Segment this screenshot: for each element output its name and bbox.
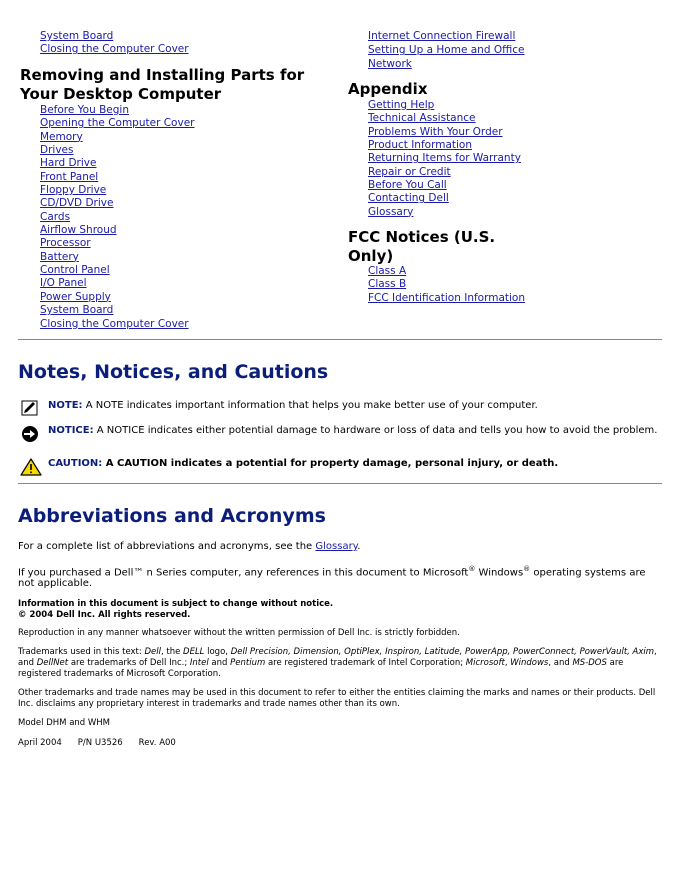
- tm-text: , and: [548, 658, 573, 668]
- tm-text: logo,: [204, 647, 231, 657]
- divider-1: [18, 339, 662, 340]
- n-series-text-c: operating systems are not applicable.: [18, 567, 646, 590]
- part-number: P/N U3526: [77, 738, 123, 748]
- registered-mark-1: ®: [468, 565, 476, 573]
- link-technical-assistance[interactable]: Technical Assistance: [368, 112, 476, 125]
- link-problems-order[interactable]: Problems With Your Order: [368, 125, 503, 138]
- appendix-link-list: [348, 99, 568, 219]
- revision: Rev. A00: [138, 738, 176, 748]
- publication-info-line: [18, 738, 660, 749]
- link-hard-drive[interactable]: Hard Drive: [40, 157, 97, 170]
- link-floppy-drive[interactable]: Floppy Drive: [40, 184, 107, 197]
- link-product-information[interactable]: Product Information: [368, 139, 472, 152]
- tm-italic: MS-DOS: [572, 658, 607, 668]
- fcc-link-list: [348, 265, 525, 305]
- note-label: NOTE:: [48, 400, 83, 411]
- publication-date: April 2004: [18, 738, 62, 748]
- other-trademarks-paragraph: Other trademarks and trade names may be used in this document to refer to either the entities claiming the marks and names or their products. Dell Inc. disclaims any proprietary interest in trademarks and trade names other than its own.: [18, 688, 656, 709]
- tm-text: , the: [160, 647, 184, 657]
- note-pencil-icon: [20, 400, 40, 418]
- link-contacting-dell[interactable]: Contacting Dell: [368, 192, 449, 205]
- n-series-text-b: Windows: [475, 567, 524, 579]
- tm-italic: DELL: [183, 647, 205, 657]
- model-line: Model DHM and WHM: [18, 718, 111, 728]
- link-glossary[interactable]: Glossary: [368, 205, 414, 218]
- tm-italic: Intel: [189, 658, 209, 668]
- notice-text-block: [48, 425, 660, 436]
- tm-text: are trademarks of Dell Inc.;: [68, 658, 190, 668]
- link-memory[interactable]: Memory: [40, 130, 83, 143]
- reproduction-paragraph: Reproduction in any manner whatsoever without the written permission of Dell Inc. is strictly forbidden.: [18, 628, 460, 638]
- link-class-b[interactable]: Class B: [368, 278, 407, 291]
- link-class-a[interactable]: Class A: [368, 265, 407, 277]
- link-closing-cover[interactable]: Closing the Computer Cover: [40, 43, 189, 56]
- tm-italic: DellNet: [36, 658, 69, 668]
- right-top-link-list: [348, 30, 568, 71]
- link-cards[interactable]: Cards: [40, 210, 71, 223]
- tm-italic: Dell Precision, Dimension, OptiPlex, Inspiron, Latitude, PowerApp, PowerConnect, PowerVault, Axim: [230, 647, 655, 657]
- tm-italic: Windows: [510, 658, 549, 668]
- tm-text: Trademarks used in this text:: [18, 647, 145, 657]
- caution-warning-icon: [20, 458, 40, 476]
- glossary-ref-period: .: [357, 541, 361, 552]
- caution-text: A CAUTION indicates a potential for property damage, personal injury, or death.: [105, 458, 559, 469]
- notice-arrow-icon: [20, 425, 40, 443]
- link-battery[interactable]: Battery: [40, 250, 79, 263]
- copyright-line: © 2004 Dell Inc. All rights reserved.: [18, 610, 191, 620]
- tm-text: are registered trademark of Intel Corporation;: [265, 658, 466, 668]
- link-returning-items[interactable]: Returning Items for Warranty Repair or Credit: [368, 152, 521, 178]
- tm-italic: Microsoft: [465, 658, 505, 668]
- section-title-appendix: Appendix: [348, 80, 428, 98]
- heading-abbreviations-acronyms: Abbreviations and Acronyms: [18, 505, 326, 527]
- link-power-supply[interactable]: Power Supply: [40, 290, 111, 303]
- link-airflow-shroud[interactable]: Airflow Shroud: [40, 224, 117, 237]
- link-internet-firewall[interactable]: Internet Connection Firewall: [368, 30, 516, 42]
- link-opening-cover[interactable]: Opening the Computer Cover: [40, 117, 195, 130]
- link-getting-help[interactable]: Getting Help: [368, 99, 435, 111]
- trademarks-paragraph: [18, 647, 660, 680]
- link-system-board[interactable]: System Board: [40, 30, 114, 42]
- heading-notes-notices-cautions: Notes, Notices, and Cautions: [18, 361, 329, 383]
- divider-2: [18, 483, 662, 484]
- note-text: A NOTE indicates important information that helps you make better use of your computer.: [85, 400, 538, 411]
- n-series-paragraph: [18, 564, 660, 589]
- n-series-text-a: If you purchased a Dell™ n Series computer, any references in this document to Microsoft: [18, 567, 469, 579]
- link-io-panel[interactable]: I/O Panel: [40, 277, 87, 290]
- link-fcc-identification[interactable]: FCC Identification Information: [368, 291, 526, 304]
- section-title-removing-installing: Removing and Installing Parts for Your Desktop Computer: [20, 66, 305, 103]
- section-title-fcc: FCC Notices (U.S. Only): [348, 228, 496, 265]
- tm-text: ,: [504, 658, 511, 668]
- tm-text: and: [208, 658, 231, 668]
- link-before-you-call[interactable]: Before You Call: [368, 179, 447, 192]
- glossary-reference-paragraph: [18, 541, 660, 552]
- link-drives[interactable]: Drives: [40, 144, 74, 157]
- link-processor[interactable]: Processor: [40, 237, 91, 250]
- glossary-ref-text: For a complete list of abbreviations and acronyms, see the: [18, 541, 316, 552]
- parts-link-list: [20, 104, 194, 331]
- notice-text: A NOTICE indicates either potential damage to hardware or loss of data and tells you how to avoid the problem.: [96, 425, 658, 436]
- caution-label: CAUTION:: [48, 458, 103, 469]
- link-home-office-network[interactable]: Setting Up a Home and Office Network: [368, 44, 525, 70]
- legal-notice-block: [18, 599, 660, 621]
- tm-italic: Dell: [144, 647, 161, 657]
- notice-label: NOTICE:: [48, 425, 94, 436]
- link-closing-cover-2[interactable]: Closing the Computer Cover: [40, 317, 189, 330]
- link-before-you-begin[interactable]: Before You Begin: [40, 104, 130, 116]
- tm-text: are registered trademarks of Microsoft Corporation.: [18, 658, 624, 679]
- caution-text-block: [48, 458, 660, 469]
- tm-italic: Pentium: [230, 658, 266, 668]
- legal-change-notice: Information in this document is subject to change without notice.: [18, 599, 334, 609]
- tm-text: , and: [18, 647, 657, 668]
- link-control-panel[interactable]: Control Panel: [40, 264, 110, 277]
- link-glossary-inline[interactable]: Glossary: [315, 541, 358, 552]
- top-link-list: [20, 30, 189, 57]
- registered-mark-2: ®: [523, 565, 531, 573]
- note-text-block: [48, 400, 660, 411]
- link-front-panel[interactable]: Front Panel: [40, 170, 99, 183]
- link-cd-dvd-drive[interactable]: CD/DVD Drive: [40, 197, 114, 210]
- link-system-board-2[interactable]: System Board: [40, 304, 114, 317]
